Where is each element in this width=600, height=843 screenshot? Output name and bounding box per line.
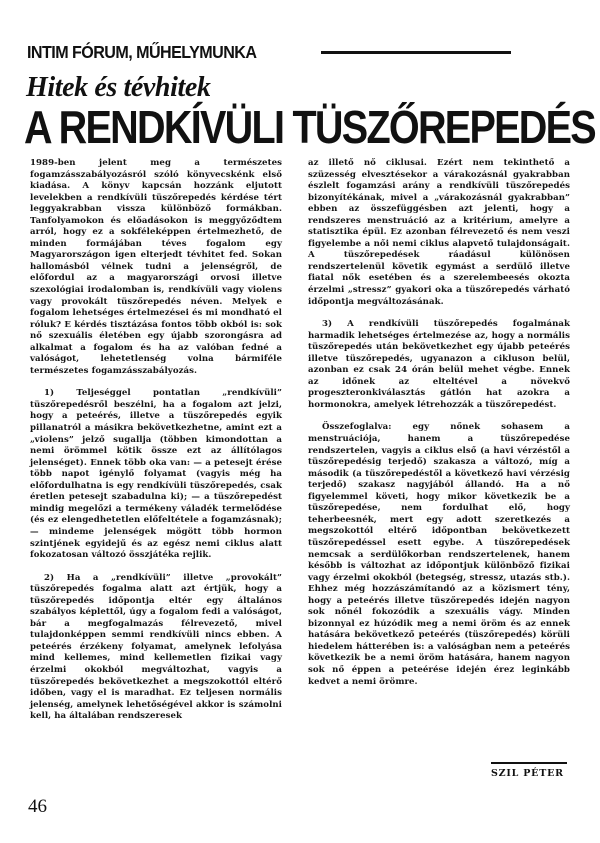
author-byline: SZIL PÉTER	[491, 768, 564, 779]
section-label: INTIM FÓRUM, MŰHELYMUNKA	[27, 41, 257, 62]
left-column	[30, 158, 282, 734]
section-header-rule	[321, 51, 511, 54]
right-column	[308, 158, 570, 699]
byline-rule	[491, 762, 567, 764]
paragraph-point-2: 2) Ha a „rendkívüli” illetve „provokált” tüszőrepedés fogalma alatt azt értjük, hogy a tüszőrepedés időpontja eltér egy általános szabályos képlettől, úgy a fogalom fedi a valóságot, bár a megfogalmazás félrevezető, mivel tulajdonképpen semmi rendkívüli nincs ebben. A peteérés érzékeny folyamat, amelynek lefolyása mind kellemes, mind kellemetlen fizikai vagy érzelmi okokból megváltozhat, vagyis a tüszőrepedés bekövetkezhet a megszokottól eltérő időben, vagy el is maradhat. Ez teljesen normális jelenség, amelynek lehetőségével akkor is számolni kell, ha általában rendszeresek	[30, 572, 282, 722]
paragraph-point-3: 3) A rendkívüli tüszőrepedés fogalmának harmadik lehetséges értelmezése az, hogy a normális tüszőrepedés után bekövetkezhet egy újabb peteérés illetve tüszőrepedés, ugyanazon a cikluson belül, azonban ez csak 24 órán belül mehet végbe. Ennek az időnek az elteltével a növekvő progeszteronkiválasztás gátlón hat azokra a hormonokra, amelyek létrehozzák a tüszőrepedést.	[308, 319, 570, 410]
series-title: Hitek és tévhitek	[26, 72, 211, 103]
article-body	[30, 158, 590, 778]
intro-paragraph: 1989-ben jelent meg a természetes fogamzásszabályozásról szóló könyvecskénk első kiadása. A könyv kapcsán hozzánk eljutott levelekben a rendkívüli tüszőrepedés kérdése tért leggyakrabban vissza különböző formákban. Tanfolyamokon és előadásokon is meggyőződtem arról, hogy ez a sokféleképpen értelmezhető, de minden formájában téves fogalom egy Magyarországon igen elterjedt tévhitet fed. Sokan hallomásból vélnek tudni a jelenségről, de előfordul az a magyarországi orvosi illetve szexológiai irodalomban is, rendkívüli vagy violens vagy provokált tüszőrepedés néven. Melyek e fogalom lehetséges értelmezései és mi mondható el róluk? E kérdés tisztázása fontos több okból is: sok nő szexuális életében egy újabb szorongásra ad alkalmat a fogalom és ha az valóban fedné a valóságot, lehetetlenség volna bármiféle természetes fogamzásszabályozás.	[30, 158, 282, 376]
paragraph-point-1: 1) Teljeséggel pontatlan „rendkívüli” tüszőrepedésről beszélni, ha a fogalom azt jelzi, hogy a peteérés, illetve a tüszőrepedés egyik pillanatról a másikra bekövetkezhetne, amint ezt a „violens” jelző sugallja (többen kimondottan a nemi örömmel kötik össze ezt az állítólagos jelenséget). Ennek több oka van: — a petesejt érése több napot igénylő folyamat (vagyis még ha előfordulhatna is egy rendkívüli tüszőrepedés, csak éretlen petesejt szabadulna ki); — a tüszőrepedést mindig megelőzi a termékeny váladék termelődése (és ez elengedhetetlen előfeltétele a fogamzásnak); — mindeme jelenségek mögött több hormon szintjének egyidejű és az egész nemi ciklus alatt fokozatosan változó összjátéka rejlik.	[30, 388, 282, 561]
paragraph-point-2-continued: az illető nő ciklusai. Ezért nem tekinthető a szüzesség elvesztésekor a várakozásnál gyakrabban észlelt fogamzási arány a rendkívüli tüszőrepedés bizonyítékának, mivel a „várakozásnál gyakrabban” ebben az összefüggésben azt jelenti, hogy a rendszeres menstruáció az a kritérium, amelyre a statisztika épül. Ez azonban félrevezető és nem veszi figyelembe a női nemi ciklus alapvető tulajdonságait. A tüszőrepedések ráadásul különösen rendszertelenül követik egymást a serdülő illetve fiatal nők esetében és a szerelembeesés okozta érzelmi „stressz” gyakori oka a tüszőrepedés várható időpontja megváltozásának.	[308, 158, 570, 307]
byline-block	[481, 762, 591, 779]
page-number: 46	[28, 796, 47, 817]
section-header	[27, 40, 587, 64]
article-title: A RENDKÍVÜLI TÜSZŐREPEDÉS	[24, 101, 595, 153]
summary-paragraph: Összefoglalva: egy nőnek sohasem a menstruációja, hanem a tüszőrepedése rendszertelen, vagyis a ciklus első (a havi vérzéstől a tüszőrepedésig terjedő) szakasza a változó, míg a második (a tüszőrepedéstől a következő havi vérzésig terjedő) szakasz nagyjából állandó. Ha a nő figyelemmel követi, hogy mikor következik be a tüszőrepedése, nem fordulhat elő, hogy teherbeesnék, mert egy adott szeretkezés a megszokottól eltérő időpontban bekövetkezett tüszőrepedéssel esett egybe. A tüszőrepedések nemcsak a serdülőkorban rendszertelenek, hanem később is változhat az időpontjuk különböző fizikai vagy érzelmi okokból (betegség, stressz, utazás stb.). Ehhez még hozzászámítandó az a közismert tény, hogy a peteérés illetve tüszőrepedés idején nagyon sok nőnél fokozódik a szexuális vágy. Minden bizonnyal ez húzódik meg a nemi öröm és az ennek hatására bekövetkező peteérés (tüszőrepedés) körüli hiedelem hátterében is: a valóságban nem a peteérés következik be a nemi öröm hatására, hanem nagyon sok nő éppen a peteérése idején érez leginkább kedvet a nemi örömre.	[308, 422, 570, 687]
